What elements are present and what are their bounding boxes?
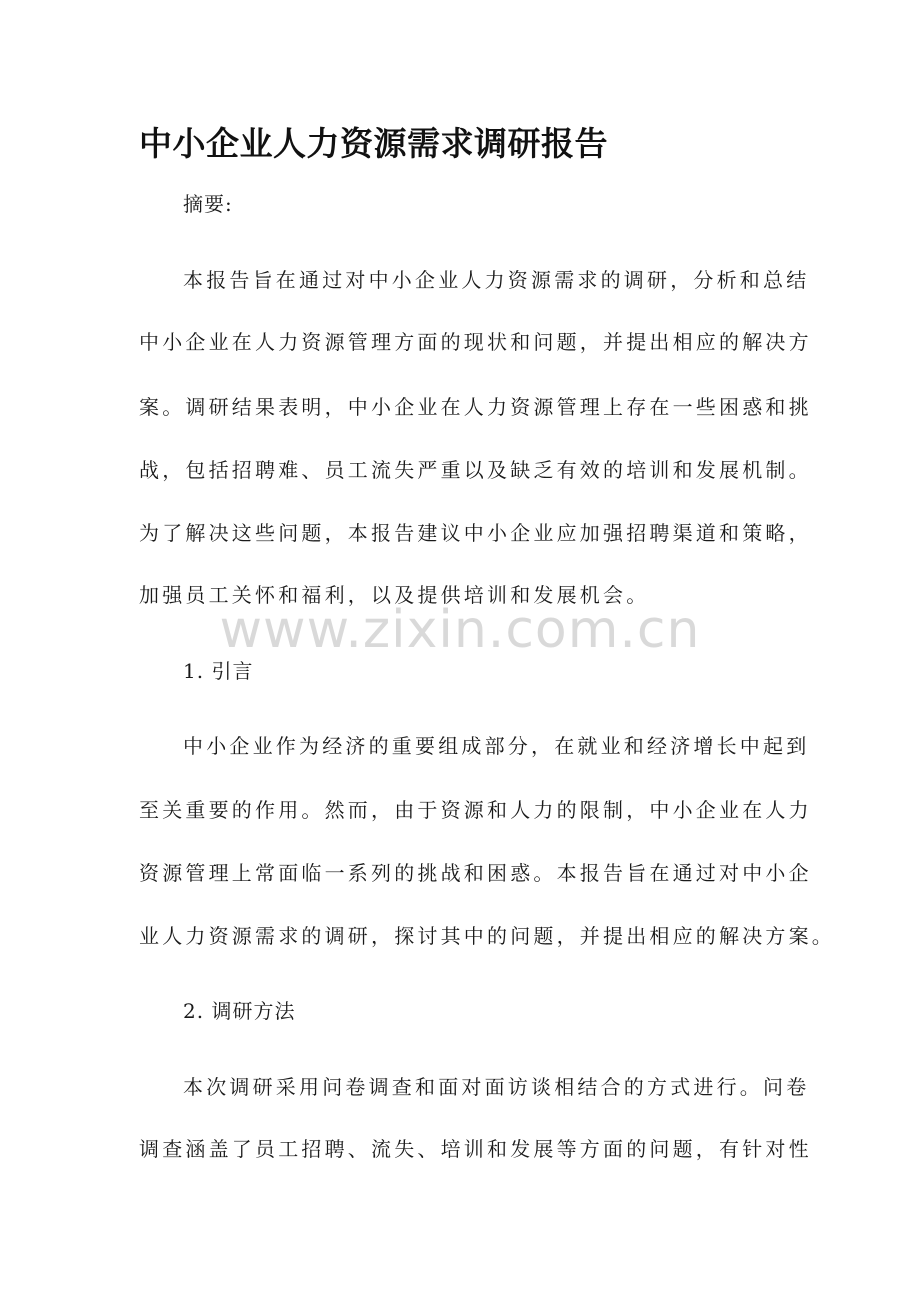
abstract-line: 中小企业在人力资源管理方面的现状和问题，并提出相应的解决方 xyxy=(139,330,812,354)
section-heading-methods: 2. 调研方法 xyxy=(183,999,296,1023)
section2-line: 调查涵盖了员工招聘、流失、培训和发展等方面的问题，有针对性 xyxy=(139,1137,812,1161)
abstract-line: 加强员工关怀和福利，以及提供培训和发展机会。 xyxy=(139,583,650,607)
abstract-line: 为了解决这些问题，本报告建议中小企业应加强招聘渠道和策略， xyxy=(139,521,812,545)
abstract-line: 案。调研结果表明，中小企业在人力资源管理上存在一些困惑和挑 xyxy=(139,395,812,419)
document-title: 中小企业人力资源需求调研报告 xyxy=(139,124,608,163)
section1-line: 中小企业作为经济的重要组成部分，在就业和经济增长中起到 xyxy=(183,734,810,758)
watermark-text: www.zixin.com.cn xyxy=(219,600,701,660)
section1-line: 至关重要的作用。然而，由于资源和人力的限制，中小企业在人力 xyxy=(139,798,812,822)
abstract-label: 摘要: xyxy=(183,192,233,216)
section1-line: 资源管理上常面临一系列的挑战和困惑。本报告旨在通过对中小企 xyxy=(139,861,812,885)
section2-line: 本次调研采用问卷调查和面对面访谈相结合的方式进行。问卷 xyxy=(183,1075,810,1099)
section1-line: 业人力资源需求的调研，探讨其中的问题，并提出相应的解决方案。 xyxy=(139,924,835,948)
section-heading-introduction: 1. 引言 xyxy=(183,659,254,683)
abstract-line: 本报告旨在通过对中小企业人力资源需求的调研，分析和总结 xyxy=(183,268,810,292)
abstract-line: 战，包括招聘难、员工流失严重以及缺乏有效的培训和发展机制。 xyxy=(139,458,812,482)
